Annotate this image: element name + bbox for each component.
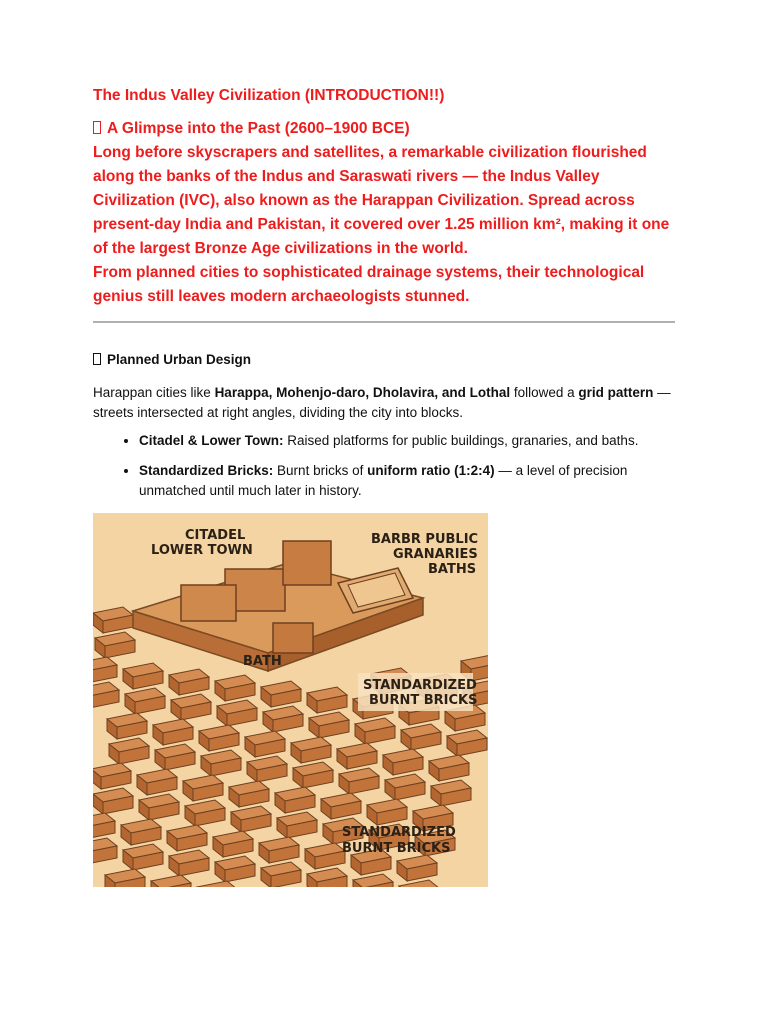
list-item — [139, 461, 675, 501]
bullet-text: Raised platforms for public buildings, granaries, and baths. — [283, 433, 639, 448]
intro-paragraph-1: Long before skyscrapers and satellites, a remarkable civilization flourished along the banks of the Indus and Saraswati rivers — the Indus Valley Civilization (IVC), also known as the Harappan Civilization. Spread across present-day India and Pakistan, it covered over 1.25 million km², making it one of the largest Bronze Age civilizations in the world. — [93, 144, 670, 257]
label-bricks-2a: STANDARDIZED — [342, 825, 456, 840]
missing-glyph-icon — [93, 121, 101, 134]
city-illustration-svg — [93, 513, 488, 887]
label-baths: BATHS — [428, 562, 477, 577]
intro-prefix: Harappan cities like — [93, 385, 215, 400]
horizontal-rule — [93, 321, 675, 323]
missing-glyph-icon — [93, 353, 101, 365]
intro-middle: followed a — [510, 385, 579, 400]
bullet-label: Citadel & Lower Town: — [139, 433, 284, 448]
label-bath: BATH — [243, 654, 282, 669]
bullet-text: Burnt bricks of — [273, 463, 368, 478]
list-item — [139, 431, 675, 451]
label-bricks-1b: BURNT BRICKS — [369, 693, 478, 708]
document-title: The Indus Valley Civilization (INTRODUCTION!!) — [93, 87, 445, 104]
label-bricks-2b: BURNT BRICKS — [342, 841, 451, 856]
label-public: BARBR PUBLIC — [371, 532, 479, 547]
subheading-text: A Glimpse into the Past (2600–1900 BCE) — [107, 120, 410, 137]
feature-list — [93, 431, 675, 501]
intro-block — [93, 84, 675, 309]
section-title — [93, 350, 675, 370]
urban-design-section — [93, 350, 675, 511]
subheading — [93, 117, 675, 141]
label-bricks-1a: STANDARDIZED — [363, 678, 477, 693]
label-granaries: GRANARIES — [393, 547, 478, 562]
section-intro — [93, 383, 675, 423]
label-citadel: CITADEL — [185, 528, 246, 543]
bullet-text: — a level of precision unmatched until much later in history. — [139, 463, 628, 498]
intro-cities: Harappa, Mohenjo-daro, Dholavira, and Lothal — [214, 385, 511, 400]
city-illustration — [93, 513, 488, 887]
intro-suffix: — streets intersected at right angles, dividing the city into blocks. — [93, 385, 671, 420]
section-title-text: Planned Urban Design — [107, 352, 252, 367]
intro-pattern: grid pattern — [578, 385, 654, 400]
intro-paragraph-2: From planned cities to sophisticated drainage systems, their technological genius still leaves modern archaeologists stunned. — [93, 264, 645, 305]
label-lower-town: LOWER TOWN — [151, 543, 253, 558]
bullet-label: Standardized Bricks: — [139, 463, 274, 478]
bullet-bold: uniform ratio (1:2:4) — [367, 463, 495, 478]
